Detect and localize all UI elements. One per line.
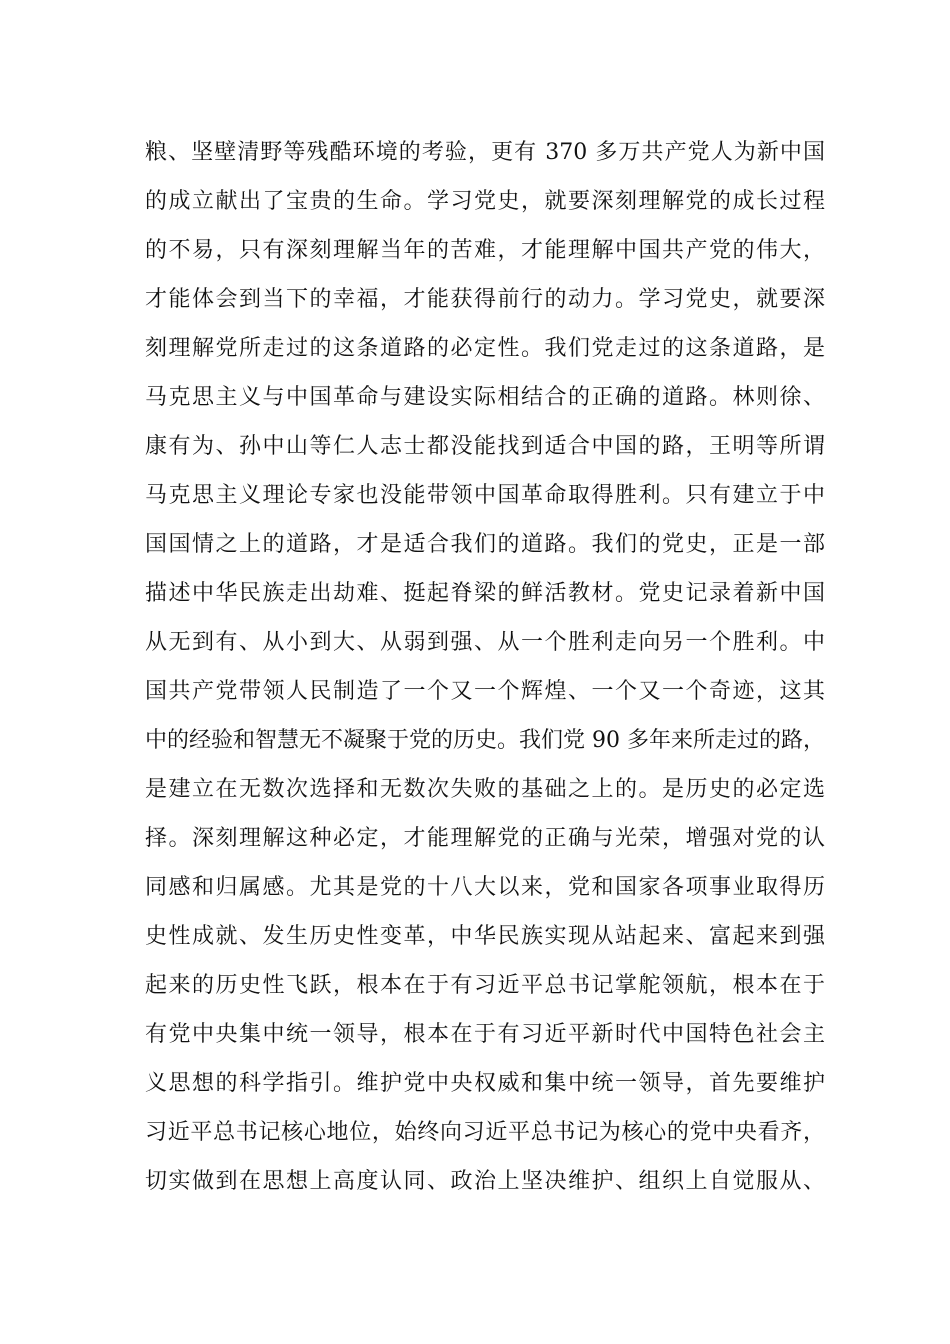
text-line: 国共产党带领人民制造了一个又一个辉煌、一个又一个奇迹，这其 — [145, 679, 825, 704]
text-line: 从无到有、从小到大、从弱到强、从一个胜利走向另一个胜利。中 — [145, 630, 825, 655]
text-line: 有党中央集中统一领导，根本在于有习近平新时代中国特色社会主 — [145, 1022, 825, 1047]
text-line: 同感和归属感。尤其是党的十八大以来，党和国家各项事业取得历 — [145, 875, 825, 900]
text-line: 马克思主义与中国革命与建设实际相结合的正确的道路。林则徐、 — [145, 385, 825, 410]
text-line: 义思想的科学指引。维护党中央权威和集中统一领导，首先要维护 — [145, 1071, 825, 1096]
text-line: 中的经验和智慧无不凝聚于党的历史。我们党 90 多年来所走过的路， — [145, 728, 825, 753]
text-line: 习近平总书记核心地位，始终向习近平总书记为核心的党中央看齐， — [145, 1120, 825, 1145]
text-line: 国国情之上的道路，才是适合我们的道路。我们的党史，正是一部 — [145, 532, 825, 557]
text-line: 刻理解党所走过的这条道路的必定性。我们党走过的这条道路，是 — [145, 336, 825, 361]
text-line: 切实做到在思想上高度认同、政治上坚决维护、组织上自觉服从、 — [145, 1169, 825, 1194]
text-line: 史性成就、发生历史性变革，中华民族实现从站起来、富起来到强 — [145, 924, 825, 949]
text-line: 的不易，只有深刻理解当年的苦难，才能理解中国共产党的伟大， — [145, 238, 825, 263]
text-line: 择。深刻理解这种必定，才能理解党的正确与光荣，增强对党的认 — [145, 826, 825, 851]
text-line: 康有为、孙中山等仁人志士都没能找到适合中国的路，王明等所谓 — [145, 434, 825, 459]
text-line: 粮、坚壁清野等残酷环境的考验，更有 370 多万共产党人为新中国 — [145, 140, 825, 165]
text-line: 的成立献出了宝贵的生命。学习党史，就要深刻理解党的成长过程 — [145, 189, 825, 214]
text-line: 是建立在无数次选择和无数次失败的基础之上的。是历史的必定选 — [145, 777, 825, 802]
text-line: 描述中华民族走出劫难、挺起脊梁的鲜活教材。党史记录着新中国 — [145, 581, 825, 606]
text-line: 起来的历史性飞跃，根本在于有习近平总书记掌舵领航，根本在于 — [145, 973, 825, 998]
text-line: 马克思主义理论专家也没能带领中国革命取得胜利。只有建立于中 — [145, 483, 825, 508]
text-line: 才能体会到当下的幸福，才能获得前行的动力。学习党史，就要深 — [145, 287, 825, 312]
body-text — [145, 128, 825, 1206]
